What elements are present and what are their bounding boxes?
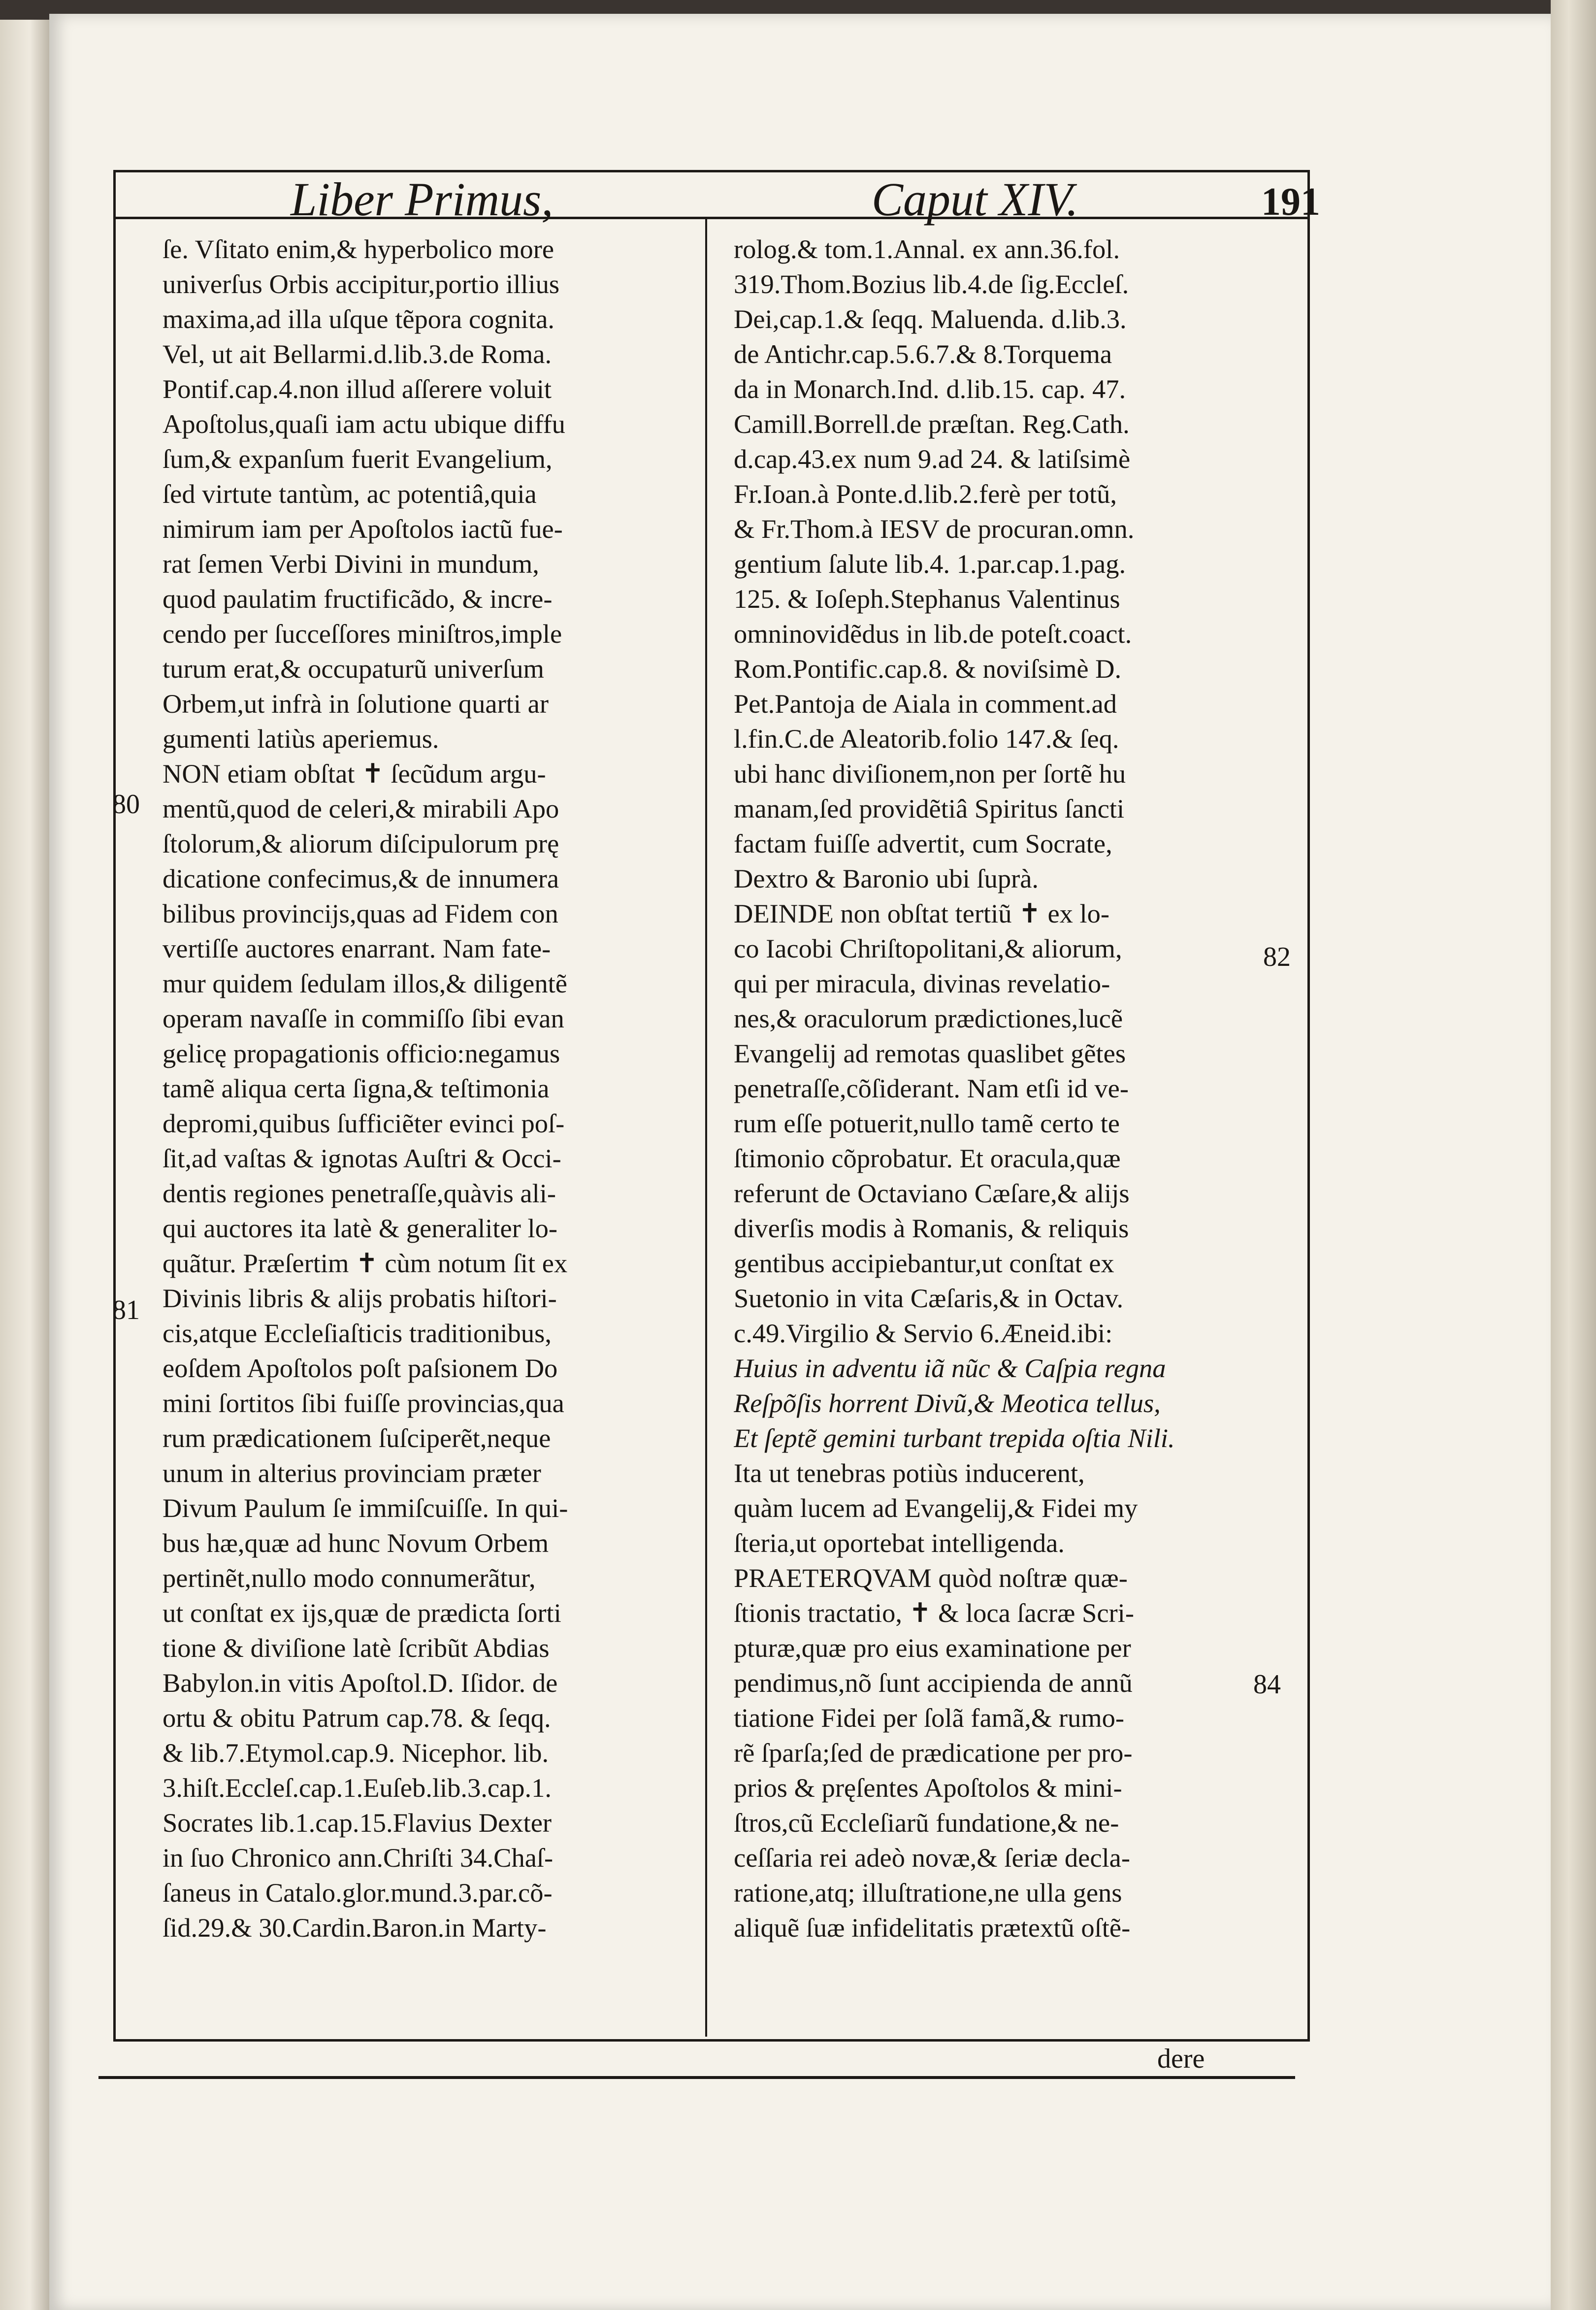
text-line: ſtimonio cõprobatur. Et oracula,quæ — [734, 1143, 1121, 1173]
column-divider — [705, 219, 707, 2037]
page-number: 191 — [1261, 180, 1320, 224]
text-line: ſid.29.& 30.Cardin.Baron.in Marty- — [163, 1913, 547, 1943]
text-line: d.cap.43.ex num 9.ad 24. & latiſsimè — [734, 444, 1131, 474]
text-line: Apoſtolus,quaſi iam actu ubique diffu — [163, 409, 565, 439]
text-line: tiatione Fidei per ſolã famã,& rumo- — [734, 1703, 1125, 1733]
text-line: Dextro & Baronio ubi ſuprà. — [734, 863, 1039, 893]
catchword: dere — [1157, 2044, 1205, 2074]
text-line: tione & diviſione latè ſcribũt Abdias — [163, 1633, 550, 1663]
text-line: 125. & Ioſeph.Stephanus Valentinus — [734, 584, 1120, 614]
text-line: ceſſaria rei adeò novæ,& ſeriæ decla- — [734, 1843, 1131, 1873]
text-line: nes,& oraculorum prædictiones,lucẽ — [734, 1003, 1123, 1033]
text-line: quãtur. Præſertim ✝ cùm notum ſit ex — [163, 1248, 568, 1278]
text-line: Orbem,ut infrà in ſolutione quarti ar — [163, 689, 549, 719]
text-line: pertinẽt,nullo modo connumerãtur, — [163, 1563, 536, 1593]
text-line: tamẽ aliqua certa ſigna,& teſtimonia — [163, 1073, 550, 1103]
text-line: c.49.Virgilio & Servio 6.Æneid.ibi: — [734, 1318, 1113, 1348]
text-line: Rom.Pontific.cap.8. & noviſsimè D. — [734, 654, 1122, 684]
text-line: maxima,ad illa uſque tẽpora cognita. — [163, 304, 555, 334]
text-line: cendo per ſucceſſores miniſtros,imple — [163, 619, 562, 649]
text-line: diverſis modis à Romanis, & reliquis — [734, 1213, 1129, 1243]
margin-number: 81 — [112, 1295, 140, 1325]
footer-rule — [98, 2076, 1295, 2079]
text-line: nimirum iam per Apoſtolos iactũ fue- — [163, 514, 563, 544]
text-line: ſtolorum,& aliorum diſcipulorum prę — [163, 828, 559, 858]
text-line: ſit,ad vaſtas & ignotas Auſtri & Occi- — [163, 1143, 561, 1173]
text-line: eoſdem Apoſtolos poſt paſsionem Do — [163, 1353, 558, 1383]
previous-page-edge — [0, 20, 49, 2310]
text-line: Pontif.cap.4.non illud aſſerere voluit — [163, 374, 552, 404]
left-column — [163, 231, 689, 2034]
text-line: factam fuiſſe advertit, cum Socrate, — [734, 828, 1112, 858]
text-line: qui per miracula, divinas revelatio- — [734, 968, 1110, 998]
text-line: Evangelij ad remotas quaslibet gẽtes — [734, 1038, 1126, 1068]
text-line: pturæ,quæ pro eius examinatione per — [734, 1633, 1131, 1663]
text-line: Pet.Pantoja de Aiala in comment.ad — [734, 689, 1117, 719]
running-head-left: Liber Primus, — [291, 173, 554, 226]
text-line: referunt de Octaviano Cæſare,& alijs — [734, 1178, 1130, 1208]
text-line: turum erat,& occupaturũ univerſum — [163, 654, 544, 684]
text-line: l.fin.C.de Aleatorib.folio 147.& ſeq. — [734, 724, 1119, 754]
text-line: NON etiam obſtat ✝ ſecũdum argu- — [163, 759, 546, 789]
text-line: & Fr.Thom.à IESV de procuran.omn. — [734, 514, 1135, 544]
text-line: rolog.& tom.1.Annal. ex ann.36.fol. — [734, 234, 1120, 264]
text-line: rum prædicationem ſuſciperẽt,neque — [163, 1423, 551, 1453]
right-column — [734, 231, 1261, 2034]
text-line: ſed virtute tantùm, ac potentiâ,quia — [163, 479, 537, 509]
text-line: gumenti latiùs aperiemus. — [163, 724, 439, 754]
text-line: Suetonio in vita Cæſaris,& in Octav. — [734, 1283, 1124, 1313]
text-line: Babylon.in vitis Apoſtol.D. Iſidor. de — [163, 1668, 558, 1698]
text-line: qui auctores ita latè & generaliter lo- — [163, 1213, 558, 1243]
text-line: penetraſſe,cõſiderant. Nam etſi id ve- — [734, 1073, 1129, 1103]
text-line: ſaneus in Catalo.glor.mund.3.par.cõ- — [163, 1878, 553, 1908]
text-line: Divum Paulum ſe immiſcuiſſe. In qui- — [163, 1493, 568, 1523]
text-line: Vel, ut ait Bellarmi.d.lib.3.de Roma. — [163, 339, 552, 369]
text-line: operam navaſſe in commiſſo ſibi evan — [163, 1003, 564, 1033]
text-line: gentibus accipiebantur,ut conſtat ex — [734, 1248, 1114, 1278]
margin-number: 82 — [1263, 942, 1291, 972]
text-line: bus hæ,quæ ad hunc Novum Orbem — [163, 1528, 549, 1558]
text-line: Camill.Borrell.de præſtan. Reg.Cath. — [734, 409, 1130, 439]
text-line: ſe. Vſitato enim,& hyperbolico more — [163, 234, 554, 264]
text-line: rat ſemen Verbi Divini in mundum, — [163, 549, 539, 579]
text-line: Reſpõſis horrent Divũ,& Meotica tellus, — [734, 1388, 1161, 1418]
text-line: vertiſſe auctores enarrant. Nam fate- — [163, 933, 551, 963]
text-line: da in Monarch.Ind. d.lib.15. cap. 47. — [734, 374, 1126, 404]
text-line: rẽ ſparſa;ſed de prædicatione per pro- — [734, 1738, 1133, 1768]
text-line: ratione,atq; illuſtratione,ne ulla gens — [734, 1878, 1122, 1908]
text-line: Et ſeptẽ gemini turbant trepida oſtia Nili. — [734, 1423, 1175, 1453]
text-line: co Iacobi Chriſtopolitani,& aliorum, — [734, 933, 1122, 963]
text-line: mur quidem ſedulam illos,& diligentẽ — [163, 968, 567, 998]
text-line: ſteria,ut oportebat intelligenda. — [734, 1528, 1065, 1558]
text-line: Divinis libris & alijs probatis hiſtori- — [163, 1283, 557, 1313]
running-head-center: Caput XIV. — [872, 173, 1078, 226]
text-line: ſtros,cũ Eccleſiarũ fundatione,& ne- — [734, 1808, 1119, 1838]
text-line: pendimus,nõ ſunt accipienda de annũ — [734, 1668, 1133, 1698]
text-line: gentium ſalute lib.4. 1.par.cap.1.pag. — [734, 549, 1126, 579]
text-line: ſum,& expanſum fuerit Evangelium, — [163, 444, 553, 474]
text-line: Huius in adventu iã nũc & Caſpia regna — [734, 1353, 1166, 1383]
text-line: dicatione confecimus,& de innumera — [163, 863, 559, 893]
text-line: PRAETERQVAM quòd noſtræ quæ- — [734, 1563, 1128, 1593]
text-line: 3.hiſt.Eccleſ.cap.1.Euſeb.lib.3.cap.1. — [163, 1773, 552, 1803]
text-line: bilibus provincijs,quas ad Fidem con — [163, 898, 558, 928]
text-line: aliquẽ ſuæ infidelitatis prætextũ oſtẽ- — [734, 1913, 1131, 1943]
text-line: mini ſortitos ſibi fuiſſe provincias,qua — [163, 1388, 564, 1418]
text-line: depromi,quibus ſufficiẽter evinci poſ- — [163, 1108, 565, 1138]
text-line: DEINDE non obſtat tertiũ ✝ ex lo- — [734, 898, 1110, 928]
text-line: & lib.7.Etymol.cap.9. Nicephor. lib. — [163, 1738, 549, 1768]
text-line: ubi hanc diviſionem,non per ſortẽ hu — [734, 759, 1126, 789]
text-line: de Antichr.cap.5.6.7.& 8.Torquema — [734, 339, 1112, 369]
margin-number: 84 — [1253, 1669, 1281, 1700]
page-stack-edge — [1551, 0, 1596, 2310]
text-line: Socrates lib.1.cap.15.Flavius Dexter — [163, 1808, 552, 1838]
text-line: quod paulatim fructificãdo, & incre- — [163, 584, 553, 614]
text-line: Ita ut tenebras potiùs inducerent, — [734, 1458, 1085, 1488]
margin-number: 80 — [112, 789, 140, 820]
text-line: Fr.Ioan.à Ponte.d.lib.2.ferè per totũ, — [734, 479, 1117, 509]
text-line: quàm lucem ad Evangelij,& Fidei my — [734, 1493, 1138, 1523]
text-line: omninovidẽdus in lib.de poteſt.coact. — [734, 619, 1132, 649]
text-line: mentũ,quod de celeri,& mirabili Apo — [163, 793, 559, 824]
text-line: dentis regiones penetraſſe,quàvis ali- — [163, 1178, 556, 1208]
text-line: Dei,cap.1.& ſeqq. Maluenda. d.lib.3. — [734, 304, 1127, 334]
text-line: gelicę propagationis officio:negamus — [163, 1038, 560, 1068]
text-line: univerſus Orbis accipitur,portio illius — [163, 269, 560, 299]
text-line: ſtionis tractatio, ✝ & loca ſacræ Scri- — [734, 1598, 1134, 1628]
text-line: 319.Thom.Bozius lib.4.de ſig.Eccleſ. — [734, 269, 1129, 299]
text-line: ortu & obitu Patrum cap.78. & ſeqq. — [163, 1703, 551, 1733]
text-line: unum in alterius provinciam præter — [163, 1458, 541, 1488]
text-line: in ſuo Chronico ann.Chriſti 34.Chaſ- — [163, 1843, 554, 1873]
text-line: manam,ſed providẽtiâ Spiritus ſancti — [734, 793, 1125, 824]
text-line: rum eſſe potuerit,nullo tamẽ certo te — [734, 1108, 1120, 1138]
text-line: cis,atque Eccleſiaſticis traditionibus, — [163, 1318, 552, 1348]
text-line: ut conſtat ex ijs,quæ de prædicta ſorti — [163, 1598, 561, 1628]
text-line: prios & pręſentes Apoſtolos & mini- — [734, 1773, 1122, 1803]
